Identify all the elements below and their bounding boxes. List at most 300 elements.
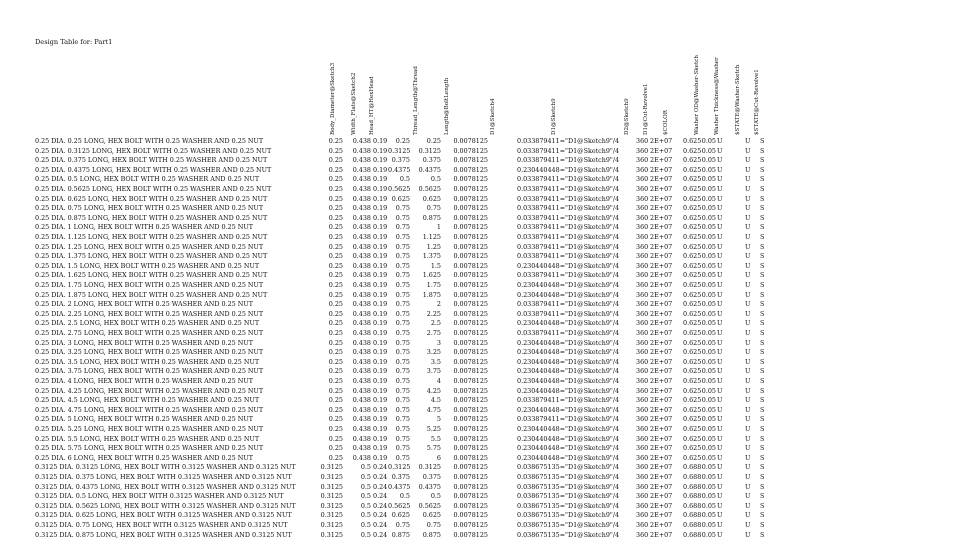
table-cell: S	[760, 194, 765, 203]
table-cell: U	[717, 367, 723, 376]
configuration-name-cell: 0.25 DIA. 1.375 LONG, HEX BOLT WITH 0.25 WASHER AND 0.25 NUT	[35, 252, 268, 261]
table-cell: U	[745, 492, 751, 501]
table-cell: 0.625	[683, 338, 702, 347]
table-cell: 0.033879411="D1@Sketch9"/4	[517, 137, 620, 145]
column-header-label: $STATE@Washer-Sketch	[735, 64, 741, 135]
table-cell: S	[760, 213, 765, 222]
table-cell: 0.438	[352, 146, 371, 155]
table-row	[0, 204, 960, 214]
table-cell: 0.688	[683, 482, 702, 491]
table-cell: 0.625	[683, 425, 702, 433]
table-cell: 0.688	[683, 530, 702, 539]
table-cell: 0.0078125	[453, 156, 488, 165]
table-cell: 0.25	[328, 396, 343, 405]
table-cell: 0.230440448="D1@Sketch9"/4	[517, 425, 620, 433]
table-cell: 0.230440448="D1@Sketch9"/4	[517, 357, 620, 366]
table-cell: 0.75	[395, 319, 410, 328]
table-cell: 0.625	[683, 434, 702, 443]
table-cell: 0.230440448="D1@Sketch9"/4	[517, 338, 620, 347]
table-cell: 360	[636, 348, 649, 357]
table-cell: 0.0078125	[453, 453, 488, 462]
table-cell: 0.625	[683, 357, 702, 366]
table-cell: 360	[636, 156, 649, 165]
table-cell: 0.033879411="D1@Sketch9"/4	[517, 252, 620, 261]
table-cell: 0.19	[373, 386, 388, 395]
table-cell: 0.688	[683, 492, 702, 501]
table-row	[0, 166, 960, 176]
table-cell: 0.0078125	[453, 213, 488, 222]
table-row	[0, 195, 960, 205]
table-cell: 0.19	[373, 137, 388, 145]
table-cell: 0.625	[683, 137, 702, 145]
table-cell: 0.438	[352, 453, 371, 462]
table-cell: 2E+07	[650, 137, 673, 145]
table-cell: 0.375	[422, 156, 441, 165]
table-cell: 0.438	[352, 185, 371, 193]
table-cell: 0.625	[683, 444, 702, 453]
table-cell: 0.3125	[320, 530, 343, 539]
table-cell: 0.4375	[418, 482, 441, 491]
table-cell: 0.438	[352, 338, 371, 347]
configuration-name-cell: 0.25 DIA. 2 LONG, HEX BOLT WITH 0.25 WASHER AND 0.25 NUT	[35, 300, 253, 309]
table-cell: 0.038675135="D1@Sketch9"/4	[517, 511, 620, 520]
table-cell: 0.05	[701, 233, 716, 241]
table-cell: 0.625	[683, 242, 702, 251]
table-cell: 360	[636, 175, 649, 184]
table-cell: 0.25	[395, 137, 410, 145]
table-cell: 360	[636, 396, 649, 405]
table-cell: 0.438	[352, 415, 371, 424]
table-cell: 0.625	[683, 319, 702, 328]
table-cell: S	[760, 271, 765, 280]
table-cell: 5.5	[430, 434, 441, 443]
table-cell: S	[760, 204, 765, 213]
configuration-name-cell: 0.25 DIA. 5.5 LONG, HEX BOLT WITH 0.25 WASHER AND 0.25 NUT	[35, 434, 260, 443]
table-cell: S	[760, 425, 765, 433]
table-cell: 0.688	[683, 473, 702, 481]
table-cell: U	[717, 386, 723, 395]
table-cell: 0.875	[422, 530, 441, 539]
table-row	[0, 521, 960, 531]
table-cell: 0.05	[701, 156, 716, 165]
table-cell: 0.688	[683, 511, 702, 520]
table-cell: 360	[636, 271, 649, 280]
configuration-name-cell: 0.25 DIA. 5.25 LONG, HEX BOLT WITH 0.25 WASHER AND 0.25 NUT	[35, 425, 264, 433]
table-cell: 0.05	[701, 175, 716, 184]
table-cell: 0.5	[360, 463, 371, 472]
table-cell: 0.19	[373, 242, 388, 251]
table-row	[0, 271, 960, 281]
table-cell: 0.625	[683, 233, 702, 241]
table-cell: 0.05	[701, 271, 716, 280]
table-cell: 0.033879411="D1@Sketch9"/4	[517, 213, 620, 222]
table-cell: S	[760, 165, 765, 174]
table-cell: U	[745, 146, 751, 155]
table-cell: 360	[636, 290, 649, 299]
table-cell: 0.75	[395, 329, 410, 337]
table-cell: 0.0078125	[453, 511, 488, 520]
table-cell: U	[717, 530, 723, 539]
table-cell: U	[717, 213, 723, 222]
table-cell: 0.3125	[418, 146, 441, 155]
table-cell: U	[717, 223, 723, 232]
table-cell: 0.25	[328, 377, 343, 385]
table-cell: 0.25	[328, 156, 343, 165]
table-cell: 2E+07	[650, 319, 673, 328]
table-cell: U	[745, 213, 751, 222]
configuration-name-cell: 0.25 DIA. 4.75 LONG, HEX BOLT WITH 0.25 WASHER AND 0.25 NUT	[35, 405, 264, 414]
table-cell: 0.25	[328, 204, 343, 213]
table-cell: S	[760, 530, 765, 539]
table-cell: 0.3125	[320, 482, 343, 491]
table-cell: S	[760, 405, 765, 414]
table-cell: 0.05	[701, 501, 716, 510]
table-cell: 0.438	[352, 204, 371, 213]
table-cell: 0.438	[352, 386, 371, 395]
column-header-label: $COLOR	[663, 110, 669, 135]
table-cell: 0.038675135="D1@Sketch9"/4	[517, 492, 620, 501]
table-cell: U	[745, 348, 751, 357]
table-cell: 0.24	[373, 463, 388, 472]
table-cell: 0.19	[373, 165, 388, 174]
configuration-name-cell: 0.25 DIA. 0.875 LONG, HEX BOLT WITH 0.25 WASHER AND 0.25 NUT	[35, 213, 268, 222]
table-cell: 0.438	[352, 223, 371, 232]
table-cell: 0.3125	[320, 501, 343, 510]
table-cell: 360	[636, 521, 649, 529]
table-cell: 0.25	[328, 367, 343, 376]
table-cell: S	[760, 156, 765, 165]
table-cell: U	[745, 194, 751, 203]
table-cell: 3.75	[426, 367, 441, 376]
table-cell: 0.19	[373, 453, 388, 462]
table-cell: 0.625	[683, 185, 702, 193]
table-cell: 0.033879411="D1@Sketch9"/4	[517, 242, 620, 251]
table-cell: S	[760, 463, 765, 472]
configuration-name-cell: 0.25 DIA. 2.25 LONG, HEX BOLT WITH 0.25 WASHER AND 0.25 NUT	[35, 309, 264, 318]
table-cell: 1.25	[426, 242, 441, 251]
table-cell: 0.25	[328, 453, 343, 462]
table-cell: 0.0078125	[453, 165, 488, 174]
table-cell: 0.038675135="D1@Sketch9"/4	[517, 482, 620, 491]
configuration-name-cell: 0.25 DIA. 2.5 LONG, HEX BOLT WITH 0.25 WASHER AND 0.25 NUT	[35, 319, 260, 328]
table-cell: 2E+07	[650, 367, 673, 376]
table-cell: 0.0078125	[453, 329, 488, 337]
table-cell: 2E+07	[650, 425, 673, 433]
table-cell: 0.19	[373, 233, 388, 241]
table-row	[0, 473, 960, 483]
configuration-name-cell: 0.25 DIA. 0.3125 LONG, HEX BOLT WITH 0.25 WASHER AND 0.25 NUT	[35, 146, 272, 155]
table-cell: 0.25	[328, 338, 343, 347]
table-cell: 2E+07	[650, 213, 673, 222]
table-cell: 0.038675135="D1@Sketch9"/4	[517, 501, 620, 510]
table-row	[0, 492, 960, 502]
table-cell: 0.033879411="D1@Sketch9"/4	[517, 223, 620, 232]
table-cell: 0.25	[328, 261, 343, 270]
table-cell: U	[717, 463, 723, 472]
configuration-name-cell: 0.25 DIA. 0.375 LONG, HEX BOLT WITH 0.25 WASHER AND 0.25 NUT	[35, 156, 268, 165]
configuration-name-cell: 0.25 DIA. 4.5 LONG, HEX BOLT WITH 0.25 WASHER AND 0.25 NUT	[35, 396, 260, 405]
table-cell: 0.625	[683, 156, 702, 165]
table-cell: 0.19	[373, 319, 388, 328]
table-cell: 0.05	[701, 453, 716, 462]
table-cell: S	[760, 319, 765, 328]
table-cell: U	[745, 501, 751, 510]
table-cell: 0.0078125	[453, 137, 488, 145]
table-cell: 360	[636, 233, 649, 241]
configuration-name-cell: 0.25 DIA. 0.5 LONG, HEX BOLT WITH 0.25 WASHER AND 0.25 NUT	[35, 175, 260, 184]
table-cell: 0.05	[701, 482, 716, 491]
table-cell: 0.625	[391, 511, 410, 520]
table-cell: U	[745, 521, 751, 529]
table-cell: 2E+07	[650, 482, 673, 491]
table-cell: 0.438	[352, 405, 371, 414]
table-cell: S	[760, 434, 765, 443]
table-cell: U	[745, 233, 751, 241]
table-cell: 3	[436, 338, 441, 347]
table-cell: 0.0078125	[453, 319, 488, 328]
table-cell: 0.5	[360, 530, 371, 539]
table-row	[0, 415, 960, 425]
configuration-name-cell: 0.25 DIA. 1.25 LONG, HEX BOLT WITH 0.25 WASHER AND 0.25 NUT	[35, 242, 264, 251]
table-cell: U	[745, 300, 751, 309]
table-cell: U	[717, 492, 723, 501]
table-cell: 0.75	[395, 261, 410, 270]
table-cell: 2E+07	[650, 511, 673, 520]
table-row	[0, 358, 960, 368]
table-cell: 0.05	[701, 146, 716, 155]
table-row	[0, 483, 960, 493]
table-cell: 1	[436, 223, 441, 232]
table-cell: 0.19	[373, 252, 388, 261]
table-row	[0, 319, 960, 329]
table-cell: 0.19	[373, 185, 388, 193]
table-cell: 0.75	[395, 348, 410, 357]
table-cell: 0.230440448="D1@Sketch9"/4	[517, 386, 620, 395]
table-cell: 0.05	[701, 223, 716, 232]
table-cell: 0.05	[701, 444, 716, 453]
table-cell: U	[745, 530, 751, 539]
table-row	[0, 137, 960, 147]
table-cell: U	[717, 242, 723, 251]
table-cell: 0.038675135="D1@Sketch9"/4	[517, 463, 620, 472]
table-cell: 0.25	[328, 252, 343, 261]
table-row	[0, 531, 960, 540]
table-cell: 360	[636, 137, 649, 145]
table-cell: U	[745, 261, 751, 270]
table-cell: U	[717, 309, 723, 318]
table-cell: 0.75	[395, 242, 410, 251]
table-cell: U	[745, 396, 751, 405]
table-cell: 0.75	[395, 204, 410, 213]
table-cell: 0.033879411="D1@Sketch9"/4	[517, 271, 620, 280]
table-cell: 2E+07	[650, 242, 673, 251]
table-cell: 0.230440448="D1@Sketch9"/4	[517, 290, 620, 299]
table-cell: 0.375	[391, 156, 410, 165]
table-cell: 0.19	[373, 194, 388, 203]
table-row	[0, 396, 960, 406]
table-row	[0, 175, 960, 185]
table-cell: 1.875	[422, 290, 441, 299]
table-cell: 0.033879411="D1@Sketch9"/4	[517, 396, 620, 405]
table-cell: 0.625	[683, 165, 702, 174]
column-header-label: Width_Flats@Sketch2	[351, 72, 357, 135]
table-cell: 0.3125	[418, 463, 441, 472]
table-cell: 0.230440448="D1@Sketch9"/4	[517, 261, 620, 270]
table-cell: 0.230440448="D1@Sketch9"/4	[517, 367, 620, 376]
column-header-label: Length@BoltLength	[444, 77, 450, 135]
table-cell: U	[745, 175, 751, 184]
table-cell: 3.5	[430, 357, 441, 366]
table-cell: S	[760, 453, 765, 462]
table-cell: S	[760, 348, 765, 357]
table-cell: 0.19	[373, 300, 388, 309]
configuration-name-cell: 0.25 DIA. 3 LONG, HEX BOLT WITH 0.25 WASHER AND 0.25 NUT	[35, 338, 253, 347]
table-cell: 0.0078125	[453, 367, 488, 376]
table-cell: 0.05	[701, 415, 716, 424]
table-cell: 2E+07	[650, 444, 673, 453]
table-cell: 0.75	[395, 271, 410, 280]
table-cell: 0.375	[391, 473, 410, 481]
table-cell: 0.25	[328, 242, 343, 251]
table-cell: 0.625	[683, 213, 702, 222]
table-row	[0, 454, 960, 464]
table-cell: 0.438	[352, 137, 371, 145]
table-cell: U	[717, 194, 723, 203]
table-cell: 0.033879411="D1@Sketch9"/4	[517, 233, 620, 241]
table-cell: 0.0078125	[453, 396, 488, 405]
table-cell: 0.3125	[388, 463, 411, 472]
table-cell: 0.230440448="D1@Sketch9"/4	[517, 377, 620, 385]
table-cell: 0.25	[328, 213, 343, 222]
table-row	[0, 348, 960, 358]
table-cell: 0.625	[683, 405, 702, 414]
table-cell: 0.875	[422, 213, 441, 222]
table-cell: 0.3125	[320, 511, 343, 520]
column-header-label: D1@Sketch4	[490, 98, 496, 135]
table-cell: 0.24	[373, 473, 388, 481]
table-cell: S	[760, 482, 765, 491]
table-cell: 0.438	[352, 434, 371, 443]
table-row	[0, 406, 960, 416]
table-cell: 0.0078125	[453, 473, 488, 481]
table-cell: 0.75	[395, 290, 410, 299]
table-cell: 0.625	[683, 300, 702, 309]
table-cell: 0.75	[395, 338, 410, 347]
table-cell: 360	[636, 473, 649, 481]
table-cell: 360	[636, 367, 649, 376]
table-cell: 0.5	[430, 175, 441, 184]
table-cell: 0.5625	[418, 501, 441, 510]
table-cell: 0.438	[352, 165, 371, 174]
table-cell: 0.75	[395, 415, 410, 424]
table-cell: 0.75	[395, 453, 410, 462]
table-cell: 2E+07	[650, 492, 673, 501]
table-cell: 0.625	[683, 309, 702, 318]
table-cell: 0.05	[701, 194, 716, 203]
table-cell: 2E+07	[650, 300, 673, 309]
table-row	[0, 185, 960, 195]
table-cell: 0.625	[683, 281, 702, 289]
table-cell: 0.5	[430, 492, 441, 501]
table-cell: U	[745, 156, 751, 165]
table-cell: S	[760, 261, 765, 270]
table-cell: U	[745, 329, 751, 337]
table-cell: U	[745, 473, 751, 481]
table-cell: 0.0078125	[453, 204, 488, 213]
table-cell: 0.25	[328, 348, 343, 357]
table-cell: 0.25	[328, 146, 343, 155]
table-cell: 360	[636, 204, 649, 213]
table-cell: 2	[436, 300, 441, 309]
table-cell: S	[760, 300, 765, 309]
table-cell: 0.0078125	[453, 425, 488, 433]
table-cell: 1.375	[422, 252, 441, 261]
table-cell: 2E+07	[650, 261, 673, 270]
configuration-name-cell: 0.25 DIA. 1.75 LONG, HEX BOLT WITH 0.25 WASHER AND 0.25 NUT	[35, 281, 264, 289]
table-row	[0, 223, 960, 233]
table-cell: 6	[436, 453, 441, 462]
table-cell: 0.19	[373, 223, 388, 232]
table-cell: 0.25	[328, 309, 343, 318]
table-cell: 0.438	[352, 213, 371, 222]
table-cell: 0.5625	[388, 185, 411, 193]
table-cell: 2E+07	[650, 473, 673, 481]
table-cell: 0.25	[328, 281, 343, 289]
table-cell: 2E+07	[650, 434, 673, 443]
table-cell: 0.19	[373, 290, 388, 299]
configuration-name-cell: 0.25 DIA. 1.625 LONG, HEX BOLT WITH 0.25 WASHER AND 0.25 NUT	[35, 271, 268, 280]
table-cell: U	[745, 185, 751, 193]
configuration-name-cell: 0.25 DIA. 0.4375 LONG, HEX BOLT WITH 0.25 WASHER AND 0.25 NUT	[35, 165, 272, 174]
table-cell: U	[745, 463, 751, 472]
table-cell: 0.19	[373, 281, 388, 289]
table-cell: 0.25	[328, 175, 343, 184]
table-cell: 0.3125	[320, 463, 343, 472]
table-cell: 0.05	[701, 309, 716, 318]
table-cell: 3.25	[426, 348, 441, 357]
table-cell: 0.05	[701, 396, 716, 405]
configuration-name-cell: 0.25 DIA. 1.5 LONG, HEX BOLT WITH 0.25 WASHER AND 0.25 NUT	[35, 261, 260, 270]
table-cell: S	[760, 185, 765, 193]
table-cell: 0.033879411="D1@Sketch9"/4	[517, 204, 620, 213]
table-cell: 5.75	[426, 444, 441, 453]
table-cell: 0.0078125	[453, 434, 488, 443]
column-header-label: D1@Sketch9	[551, 98, 557, 135]
configuration-name-cell: 0.25 DIA. 0.5625 LONG, HEX BOLT WITH 0.25 WASHER AND 0.25 NUT	[35, 185, 272, 193]
table-row	[0, 233, 960, 243]
table-cell: U	[717, 204, 723, 213]
table-cell: 5	[436, 415, 441, 424]
table-cell: 0.5625	[388, 501, 411, 510]
table-cell: 4.5	[430, 396, 441, 405]
table-cell: 0.625	[391, 194, 410, 203]
table-cell: U	[717, 146, 723, 155]
table-cell: 0.75	[395, 367, 410, 376]
configuration-name-cell: 0.25 DIA. 5.75 LONG, HEX BOLT WITH 0.25 WASHER AND 0.25 NUT	[35, 444, 264, 453]
table-row	[0, 214, 960, 224]
table-cell: 360	[636, 415, 649, 424]
table-cell: 2E+07	[650, 185, 673, 193]
table-cell: 0.05	[701, 252, 716, 261]
table-cell: U	[745, 453, 751, 462]
table-cell: 0.75	[395, 213, 410, 222]
table-cell: 0.25	[328, 233, 343, 241]
table-cell: 1.125	[422, 233, 441, 241]
table-cell: 0.0078125	[453, 185, 488, 193]
table-cell: 0.05	[701, 348, 716, 357]
table-cell: U	[745, 425, 751, 433]
table-cell: 0.5	[360, 511, 371, 520]
